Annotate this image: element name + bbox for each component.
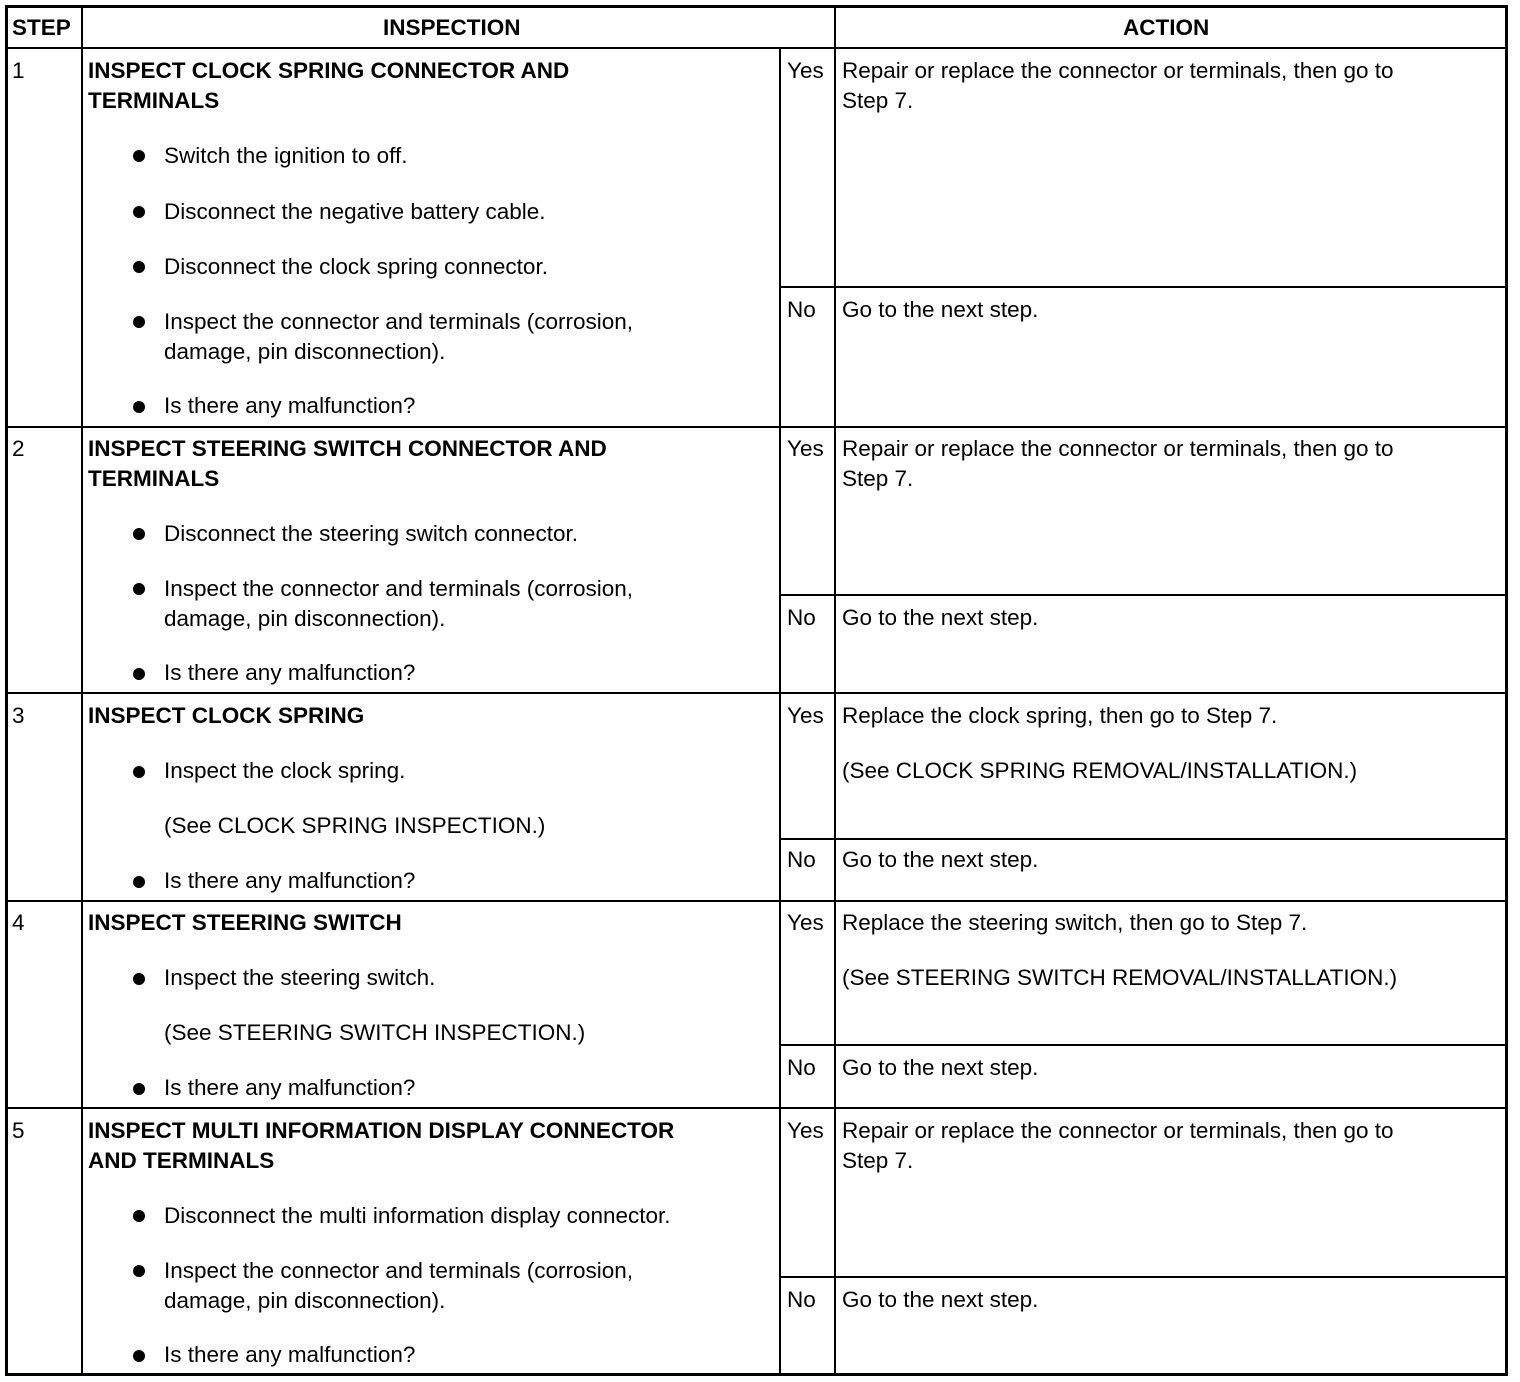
row-divider [6,1107,1506,1109]
yes-action: Repair or replace the connector or terminals, then go to [842,58,1394,83]
yes-action: Repair or replace the connector or terminals, then go to [842,1118,1394,1143]
bullet-text: Inspect the steering switch. [164,965,436,990]
no-label: No [787,847,816,872]
no-action: Go to the next step. [842,1287,1039,1312]
bullet-text: Is there any malfunction? [164,868,416,893]
step-number: 5 [12,1118,25,1143]
yes-no-divider [781,1044,1506,1046]
step-title: TERMINALS [88,466,220,491]
row-divider [6,900,1506,902]
step-number: 1 [12,58,25,83]
bullet-text: Inspect the connector and terminals (corrosion, [164,576,633,601]
bullet-text: Is there any malfunction? [164,660,416,685]
yes-action: Step 7. [842,88,914,113]
bullet-text: Inspect the clock spring. [164,758,406,783]
bullet-text: Is there any malfunction? [164,1075,416,1100]
no-action: Go to the next step. [842,1055,1039,1080]
header-step: STEP [12,15,71,40]
bullet-icon [133,401,145,413]
yes-label: Yes [787,436,824,461]
bullet-icon [133,973,145,985]
bullet-icon [133,1350,145,1362]
step-number: 3 [12,703,25,728]
bullet-icon [133,1265,145,1277]
step-title: INSPECT STEERING SWITCH [88,910,402,935]
yes-action: Replace the clock spring, then go to Step 7. [842,703,1278,728]
bullet-icon [133,876,145,888]
bullet-icon [133,766,145,778]
bullet-icon [133,583,145,595]
yes-action: Step 7. [842,466,914,491]
bullet-icon [133,528,145,540]
bullet-text: Is there any malfunction? [164,1342,416,1367]
yes-label: Yes [787,1118,824,1143]
header-divider [6,47,1506,49]
step-title: TERMINALS [88,88,220,113]
yes-no-divider [781,594,1506,596]
yes-action: (See CLOCK SPRING REMOVAL/INSTALLATION.) [842,758,1358,783]
step-number: 2 [12,436,25,461]
no-label: No [787,297,816,322]
action-column-divider [834,6,836,1374]
row-divider [6,692,1506,694]
yes-label: Yes [787,703,824,728]
yes-label: Yes [787,910,824,935]
step-number: 4 [12,910,25,935]
bullet-icon [133,1083,145,1095]
bullet-text: Inspect the connector and terminals (corrosion, [164,309,633,334]
bullet-text: damage, pin disconnection). [164,606,446,631]
bullet-icon [133,150,145,162]
step-column-divider [81,6,83,1374]
bullet-text: Inspect the connector and terminals (corrosion, [164,1258,633,1283]
bullet-text: Switch the ignition to off. [164,143,408,168]
step-title: INSPECT CLOCK SPRING CONNECTOR AND [88,58,570,83]
bullet-text: Disconnect the clock spring connector. [164,254,548,279]
bullet-text: Disconnect the negative battery cable. [164,199,546,224]
header-action: ACTION [1123,15,1210,40]
yes-action: Repair or replace the connector or terminals, then go to [842,436,1394,461]
yes-label: Yes [787,58,824,83]
yes-action: Step 7. [842,1148,914,1173]
no-action: Go to the next step. [842,847,1039,872]
no-label: No [787,605,816,630]
bullet-text: Disconnect the multi information display connector. [164,1203,671,1228]
step-title: AND TERMINALS [88,1148,275,1173]
bullet-icon [133,316,145,328]
step-title: INSPECT MULTI INFORMATION DISPLAY CONNECTOR [88,1118,675,1143]
bullet-icon [133,1210,145,1222]
bullet-text: damage, pin disconnection). [164,1288,446,1313]
no-action: Go to the next step. [842,297,1039,322]
yes-action: Replace the steering switch, then go to Step 7. [842,910,1308,935]
bullet-icon [133,206,145,218]
yes-action: (See STEERING SWITCH REMOVAL/INSTALLATION.) [842,965,1398,990]
bullet-icon [133,668,145,680]
no-action: Go to the next step. [842,605,1039,630]
header-inspection: INSPECTION [383,15,521,40]
no-label: No [787,1055,816,1080]
yes-no-divider [781,838,1506,840]
yes-no-divider [781,1276,1506,1278]
bullet-icon [133,261,145,273]
bullet-text: damage, pin disconnection). [164,339,446,364]
step-title: INSPECT STEERING SWITCH CONNECTOR AND [88,436,607,461]
bullet-text: Is there any malfunction? [164,393,416,418]
reference-note: (See CLOCK SPRING INSPECTION.) [164,813,546,838]
reference-note: (See STEERING SWITCH INSPECTION.) [164,1020,586,1045]
bullet-text: Disconnect the steering switch connector. [164,521,578,546]
step-title: INSPECT CLOCK SPRING [88,703,365,728]
no-label: No [787,1287,816,1312]
yes-no-divider [781,286,1506,288]
row-divider [6,426,1506,428]
yesno-column-divider [779,48,781,1374]
